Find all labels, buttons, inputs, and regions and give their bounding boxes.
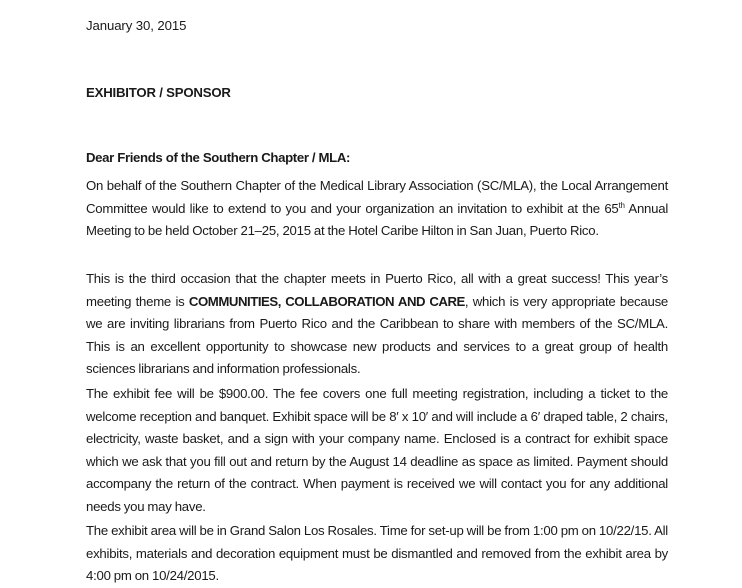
paragraph-invitation-text-end: Annual Meeting to be held October 21–25, 2015 at the Hotel Caribe Hilton in San Juan, Puerto Rico.	[86, 200, 668, 239]
paragraph-invitation-text-start: On behalf of the Southern Chapter of the Medical Library Association (SC/MLA), the Local Arrangement Committee would like to extend to you and your organization an invitation to exhibit at the 65	[86, 178, 668, 216]
letter-heading: EXHIBITOR / SPONSOR	[86, 85, 231, 100]
letter-salutation: Dear Friends of the Southern Chapter / MLA:	[86, 150, 351, 165]
letter-date: January 30, 2015	[86, 18, 187, 33]
ordinal-suffix: th	[618, 200, 625, 210]
paragraph-invitation	[86, 175, 668, 243]
meeting-theme: COMMUNITIES, COLLABORATION AND CARE	[188, 293, 465, 309]
paragraph-exhibit-fee: The exhibit fee will be $900.00. The fee covers one full meeting registration, including a ticket to the welcome reception and banquet. Exhibit space will be 8′ x 10′ and will include a 6′ draped table, 2 chairs, electricity, waste basket, and a sign with your company name. Enclosed is a contract for exhibit space which we ask that you fill out and return by the August 14 deadline as space as limited. Payment should accompany the return of the contract. When payment is received we will contact you for any additional needs you may have.	[86, 386, 668, 514]
paragraph-theme-text-end: , which is very appropriate because we are inviting librarians from Puerto Rico and the Caribbean to share with members of the SC/MLA. This is an excellent opportunity to showcase new products and services to a great group of health sciences librarians and information professionals.	[86, 293, 669, 377]
paragraph-exhibit-area: The exhibit area will be in Grand Salon Los Rosales. Time for set-up will be from 1:00 pm on 10/22/15. All exhibits, materials and decoration equipment must be dismantled and removed from the exhibit area by 4:00 pm on 10/24/2015.	[86, 523, 668, 584]
paragraph-theme-text-start: This is the third occasion that the chapter meets in Puerto Rico, all with a great success! This year’s meeting theme is	[86, 271, 668, 309]
paragraph-theme	[86, 268, 668, 381]
